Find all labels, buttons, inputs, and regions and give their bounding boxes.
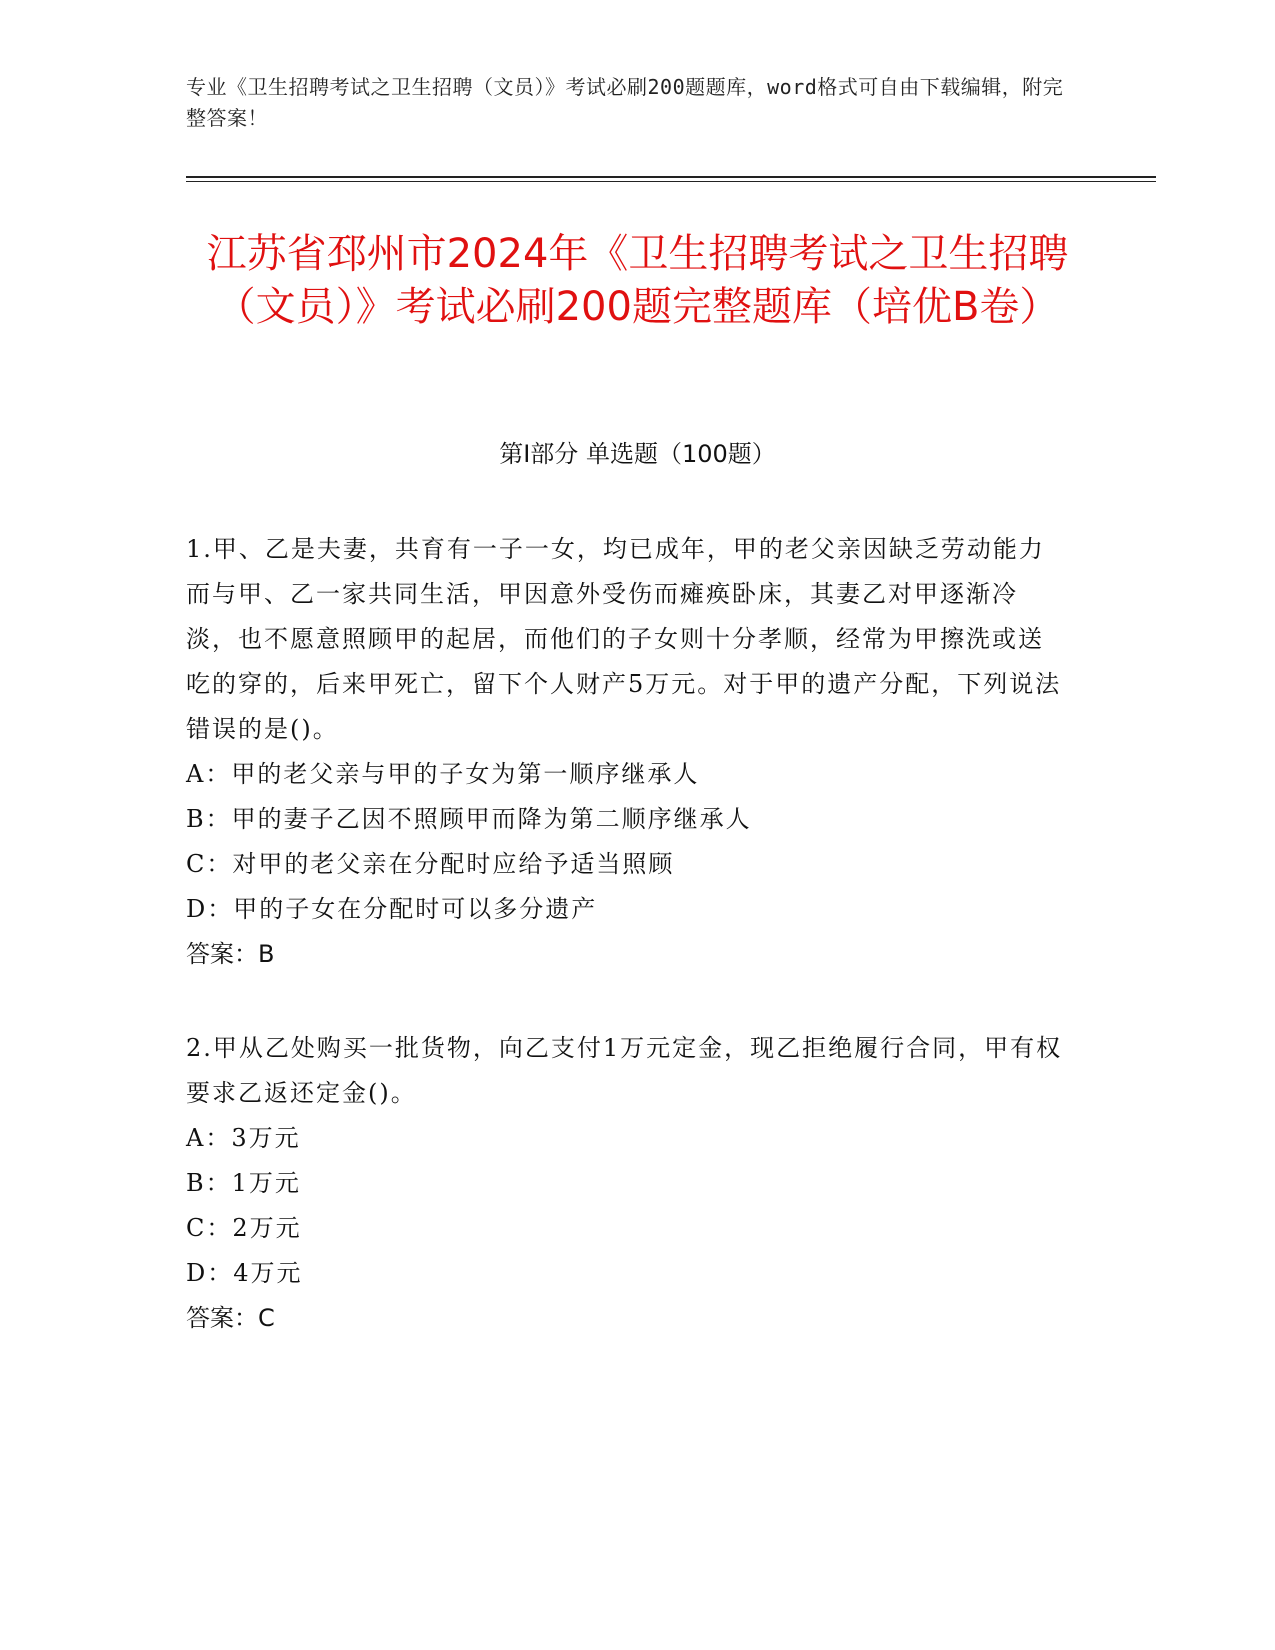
option-a: A：3万元 <box>186 1124 301 1152</box>
header-rule-thin <box>186 181 1156 182</box>
answer-line: 答案：B <box>186 940 275 968</box>
question-block <box>186 1026 1066 1341</box>
question-stem: 1.甲、乙是夫妻，共育有一子一女，均已成年，甲的老父亲因缺乏劳动能力而与甲、乙一家共同生活，甲因意外受伤而瘫痪卧床，其妻乙对甲逐渐冷淡，也不愿意照顾甲的起居，而他们的子女则十分孝顺，经常为甲擦洗或送吃的穿的，后来甲死亡，留下个人财产5万元。对于甲的遗产分配，下列说法错误的是()。 <box>186 535 1062 743</box>
option-b: B：1万元 <box>186 1169 301 1197</box>
option-c: C：对甲的老父亲在分配时应给予适当照顾 <box>186 850 675 878</box>
section-heading: 第Ⅰ部分 单选题（100题） <box>499 440 776 468</box>
question-block <box>186 527 1066 977</box>
header-note: 专业《卫生招聘考试之卫生招聘（文员）》考试必刷200题题库，word格式可自由下载编辑，附完整答案！ <box>186 75 1064 130</box>
answer-line: 答案：C <box>186 1304 275 1332</box>
header-rule-thick <box>186 176 1156 178</box>
option-c: C：2万元 <box>186 1214 302 1242</box>
option-b: B：甲的妻子乙因不照顾甲而降为第二顺序继承人 <box>186 805 752 833</box>
document-title: 江苏省邳州市2024年《卫生招聘考试之卫生招聘（文员）》考试必刷200题完整题库（培优B卷） <box>206 231 1069 330</box>
option-d: D：甲的子女在分配时可以多分遗产 <box>186 895 598 923</box>
option-d: D：4万元 <box>186 1259 303 1287</box>
question-stem: 2.甲从乙处购买一批货物，向乙支付1万元定金，现乙拒绝履行合同，甲有权要求乙返还定金()。 <box>186 1034 1063 1107</box>
option-a: A：甲的老父亲与甲的子女为第一顺序继承人 <box>186 760 700 788</box>
